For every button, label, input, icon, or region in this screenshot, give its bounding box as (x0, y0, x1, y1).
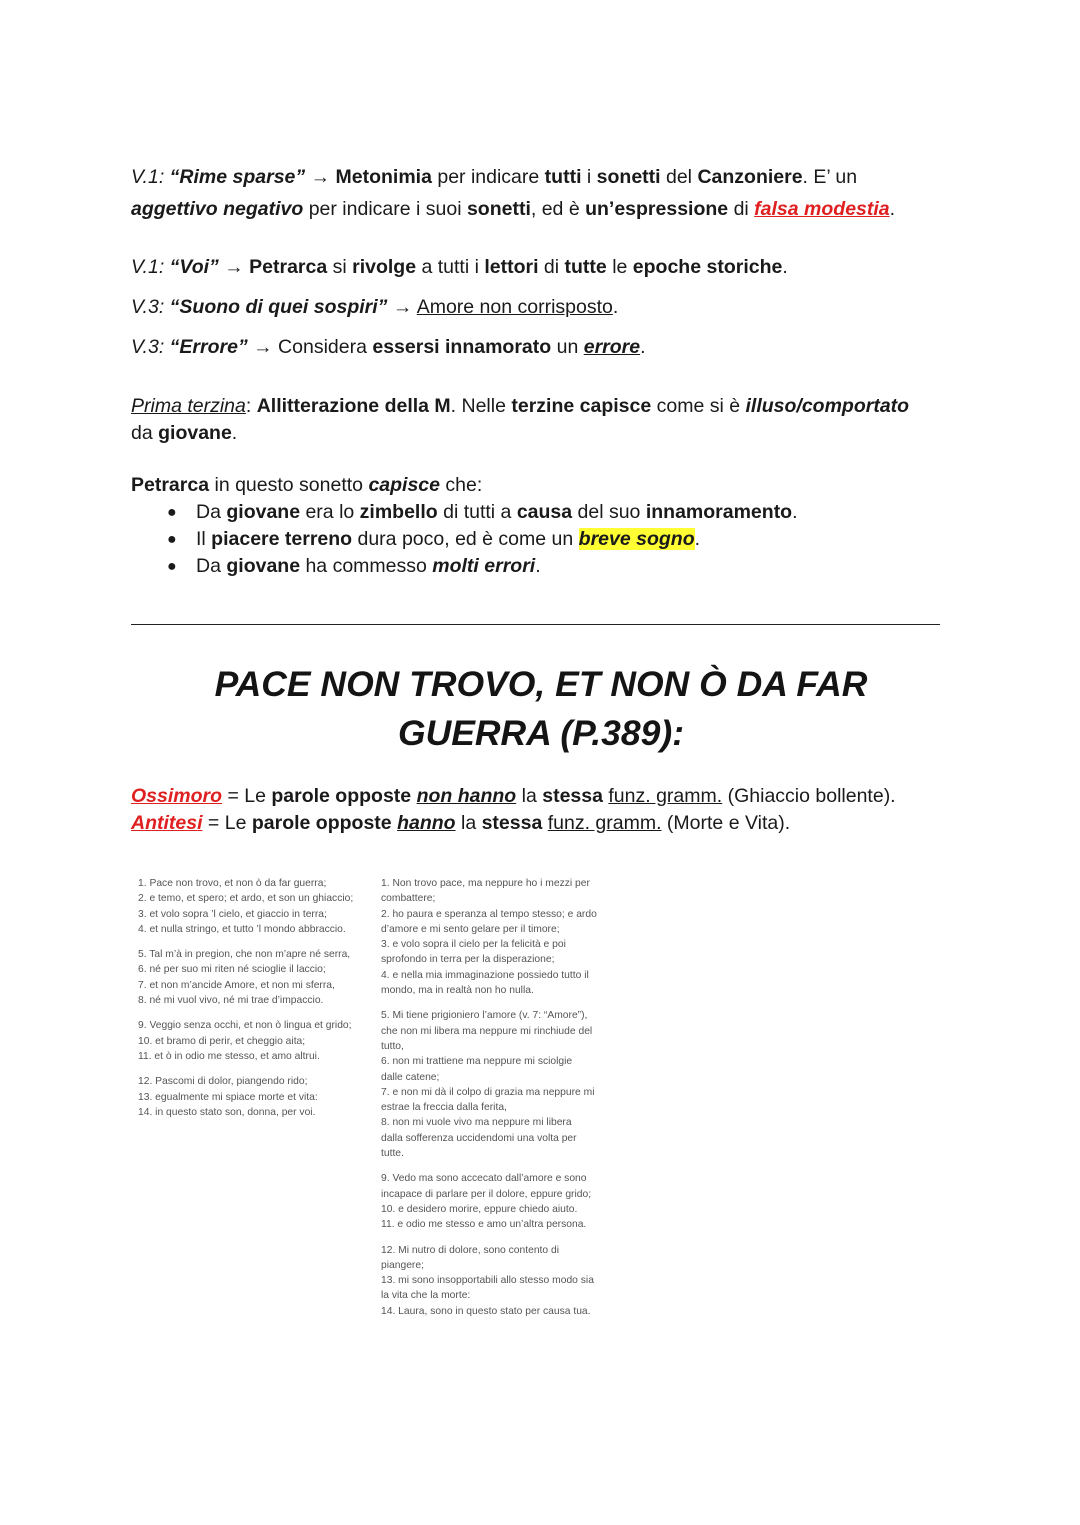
translation-line: incapace di parlare per il dolore, eppure grido; (381, 1188, 592, 1200)
translation-line: 7. e non mi dà il colpo di grazia ma neppure mi (381, 1086, 595, 1098)
breve-sogno-highlight: breve sogno (578, 528, 695, 550)
poem-line: 5. Tal m’à in pregion, che non m’apre né serra, (138, 949, 351, 961)
definitions (131, 783, 951, 837)
note-errore: V.3: “Errore” → Considera essersi innamorato un errore. (131, 336, 646, 358)
translation-line: 6. non mi trattiene ma neppure mi sciolgie (381, 1056, 573, 1068)
poem-line: 2. e temo, et spero; et ardo, et son un ghiaccio; (138, 893, 354, 905)
poem-line: 7. et non m’ancide Amore, et non mi sferra, (138, 979, 335, 991)
poem-line: 9. Veggio senza occhi, et non ò lingua et grido; (138, 1020, 352, 1032)
translation-line: tutto, (381, 1040, 404, 1052)
translation-line: combattere; (381, 893, 436, 905)
translation-line: 13. mi sono insopportabili allo stesso modo sia (381, 1275, 594, 1287)
def-ossimoro: Ossimoro = Le parole opposte non hanno la stessa funz. gramm. (Ghiaccio bollente). (131, 785, 896, 807)
translation-line: 11. e odio me stesso e amo un’altra persona. (381, 1219, 587, 1231)
translation-line: tutte. (381, 1148, 404, 1160)
translation-line: 12. Mi nutro di dolore, sono contento di (381, 1244, 560, 1256)
poem-line: 3. et volo sopra ’l cielo, et giaccio in terra; (138, 908, 327, 920)
poem-line: 13. egualmente mi spiace morte et vita: (138, 1091, 318, 1103)
poem-translation (381, 876, 616, 1329)
translation-line: mondo, ma in realtà non ho nulla. (381, 985, 534, 997)
poem-line: 12. Pascomi di dolor, piangendo rido; (138, 1076, 308, 1088)
note-sospiri: V.3: “Suono di quei sospiri” → Amore non corrisposto. (131, 296, 619, 318)
translation-line: estrae la freccia dalla ferita, (381, 1102, 507, 1114)
horizontal-divider (131, 624, 940, 625)
list-item: ● Da giovane era lo zimbello di tutti a causa del suo innamoramento. (131, 499, 951, 526)
bullet-dot-icon: ● (167, 531, 177, 548)
bullet-dot-icon: ● (167, 504, 177, 521)
poem-line: 11. et ò in odio me stesso, et amo altrui. (138, 1050, 320, 1062)
list-item: ● Il piacere terreno dura poco, ed è come un breve sogno. (131, 526, 951, 553)
poem-original (138, 876, 353, 1130)
poem-line: 8. né mi vuol vivo, né mi trae d’impaccio. (138, 995, 324, 1007)
stanza (138, 947, 353, 1008)
list-item: ● Da giovane ha commesso molti errori. (131, 553, 951, 580)
translation-line: sprofondo in terra per la disperazione; (381, 954, 555, 966)
poem-line: 14. in questo stato son, donna, per voi. (138, 1106, 316, 1118)
poem-line: 10. et bramo di perir, et cheggio aita; (138, 1035, 306, 1047)
translation-line: piangere; (381, 1259, 424, 1271)
note-voi: V.1: “Voi” → Petrarca si rivolge a tutti i lettori di tutte le epoche storiche. (131, 256, 788, 278)
translation-line: 1. Non trovo pace, ma neppure ho i mezzi per (381, 878, 590, 889)
translation-line: 4. e nella mia immaginazione possiedo tutto il (381, 969, 589, 981)
stanza (138, 1074, 353, 1120)
stanza (381, 876, 616, 998)
translation-line: la vita che la morte: (381, 1290, 471, 1302)
stanza (138, 876, 353, 937)
stanza (381, 1008, 616, 1161)
stanza (138, 1018, 353, 1064)
poem-line: 6. né per suo mi riten né scioglie il laccio; (138, 964, 326, 976)
poem-line: 1. Pace non trovo, et non ò da far guerra; (138, 878, 327, 889)
bullet-list (131, 499, 951, 580)
translation-line: 14. Laura, sono in questo stato per causa tua. (381, 1305, 591, 1317)
stanza (381, 1171, 616, 1232)
poem-line: 4. et nulla stringo, et tutto ’l mondo abbraccio. (138, 923, 346, 935)
translation-line: che non mi libera ma neppure mi rinchiude del (381, 1025, 593, 1037)
stanza (381, 1243, 616, 1319)
translation-line: 10. e desidero morire, eppure chiedo aiuto. (381, 1203, 578, 1215)
translation-line: dalla sofferenza uccidendomi una volta per (381, 1132, 577, 1144)
translation-line: 2. ho paura e speranza al tempo stesso; e ardo (381, 908, 597, 920)
translation-line: dalle catene; (381, 1071, 440, 1083)
bullet-dot-icon: ● (167, 558, 177, 575)
translation-line: 5. Mi tiene prigioniero l’amore (v. 7: “Amore”), (381, 1010, 588, 1022)
note-rime-sparse: V.1: “Rime sparse” → Metonimia per indicare tutti i sonetti del Canzoniere. E’ un aggettivo negativo per indicare i suoi sonetti, ed è un’espressione di falsa modestia. (131, 166, 896, 220)
falsa-modestia: falsa modestia (754, 198, 890, 220)
note-prima-terzina: Prima terzina: Allitterazione della M. Nelle terzine capisce come si è illuso/comportato da giovane. (131, 395, 910, 444)
bullet-intro: Petrarca in questo sonetto capisce che: (131, 474, 483, 496)
translation-line: 3. e volo sopra il cielo per la felicità e poi (381, 939, 566, 951)
def-antitesi: Antitesi = Le parole opposte hanno la stessa funz. gramm. (Morte e Vita). (131, 812, 791, 834)
translation-line: 9. Vedo ma sono accecato dall’amore e sono (381, 1173, 587, 1185)
note-petrarca-capisce (131, 472, 951, 580)
page-title: PACE NON TROVO, ET NON Ò DA FAR GUERRA (P.389): (214, 664, 868, 753)
translation-line: 8. non mi vuole vivo ma neppure mi libera (381, 1117, 572, 1129)
translation-line: d’amore e mi sento gelare per il timore; (381, 923, 560, 935)
